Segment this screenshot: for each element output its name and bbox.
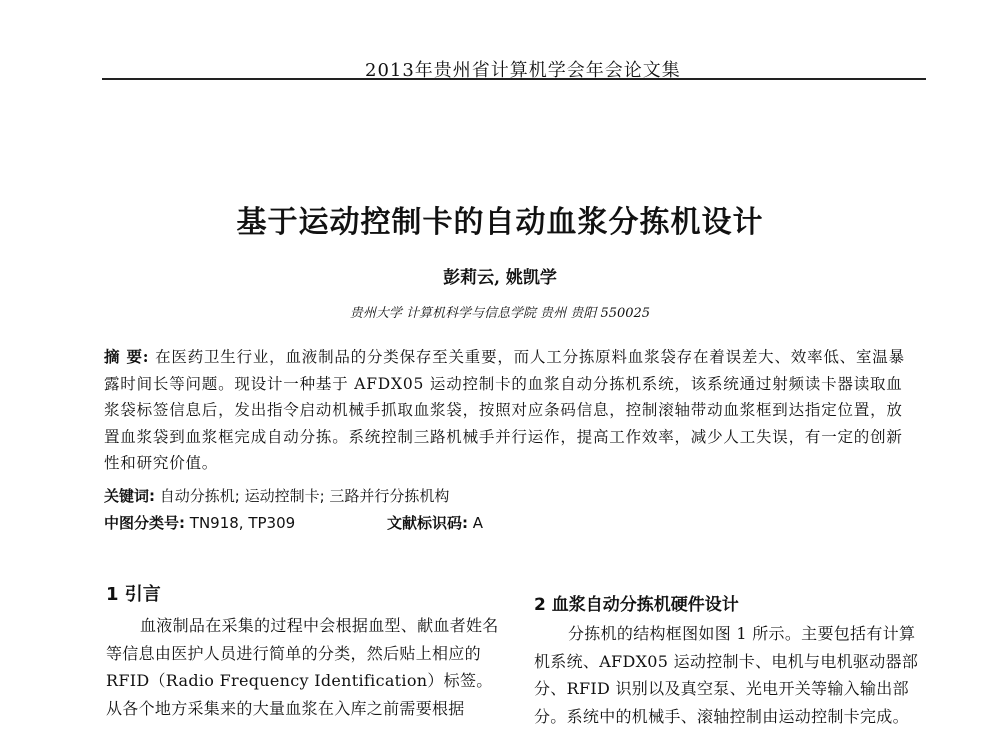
abstract-label: 摘 要: xyxy=(104,347,150,366)
classification-value: TN918, TP309 xyxy=(189,514,296,532)
classification xyxy=(104,512,484,533)
header-rule xyxy=(102,78,926,80)
section-1-body: 血液制品在采集的过程中会根据血型、献血者姓名等信息由医护人员进行简单的分类，然后贴上相应的 RFID（Radio Frequency Identification）标签。从各个地方采集来的大量血浆在入库之前需要根据 xyxy=(106,616,499,718)
section-2-body: 分拣机的结构框图如图 1 所示。主要包括有计算机系统、AFDX05 运动控制卡、电机与电机驱动器部分、RFID 识别以及真空泵、光电开关等输入输出部分。系统中的机械手、滚轴控制由运动控制卡完成。 xyxy=(534,624,919,726)
keywords-label: 关键词: xyxy=(104,487,155,505)
paper-affiliation: 贵州大学 计算机科学与信息学院 贵州 贵阳 550025 xyxy=(349,306,651,321)
paper-authors: 彭莉云, 姚凯学 xyxy=(443,268,557,288)
classification-label: 中图分类号: xyxy=(104,514,185,532)
abstract xyxy=(104,344,910,477)
running-header: 2013年贵州省计算机学会年会论文集 xyxy=(365,60,681,81)
section-1-heading: 1 引言 xyxy=(106,584,161,605)
abstract-text: 在医药卫生行业，血液制品的分类保存至关重要，而人工分拣原料血浆袋存在着误差大、效率低、室温暴露时间长等问题。现设计一种基于 AFDX05 运动控制卡的血浆自动分拣机系统，该系统通过射频读卡器读取血浆袋标签信息后，发出指令启动机械手抓取血浆袋，按照对应条码信息，控制滚轴带动血浆框到达指定位置，放置血浆袋到血浆框完成自动分拣。系统控制三路机械手并行运作，提高工作效率，减少人工失误，有一定的创新性和研究价值。 xyxy=(104,348,905,472)
document-id-value: A xyxy=(472,514,484,532)
keywords-text: 自动分拣机; 运动控制卡; 三路并行分拣机构 xyxy=(159,487,450,505)
document-id xyxy=(387,512,483,533)
paper-title: 基于运动控制卡的自动血浆分拣机设计 xyxy=(236,205,764,240)
section-2-heading: 2 血浆自动分拣机硬件设计 xyxy=(534,595,739,615)
keywords xyxy=(104,485,449,506)
document-id-label: 文献标识码: xyxy=(387,514,468,532)
